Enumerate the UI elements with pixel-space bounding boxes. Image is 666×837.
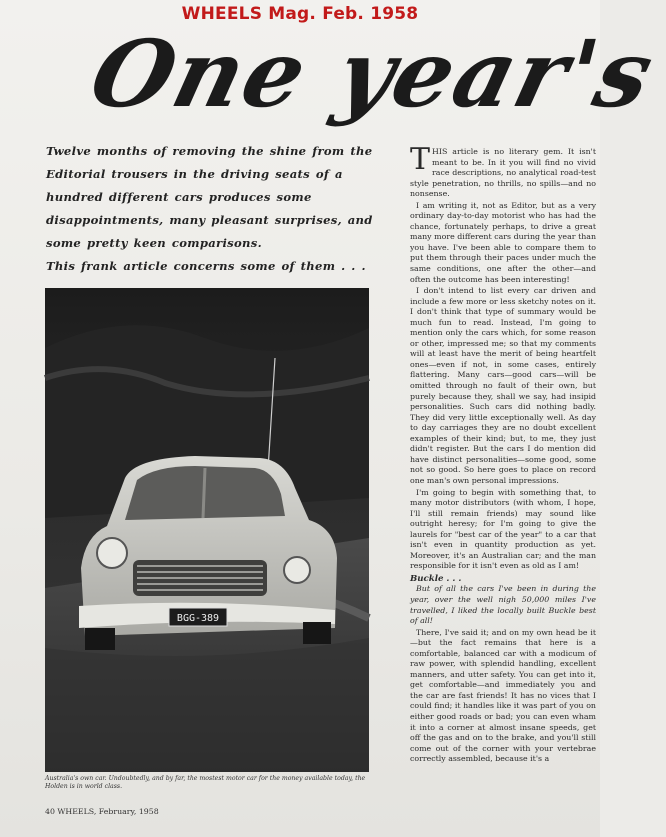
section-subhead: Buckle . . . — [410, 573, 462, 584]
intro-tagline: This frank article concerns some of them . . . — [46, 259, 366, 273]
intro-text: Twelve months of removing the shine from the Editorial trousers in the driving seats of a hundred different cars produces some disappointments, many pleasant surprises, and some pretty keen comparisons. — [46, 144, 373, 250]
holden-photo — [45, 288, 369, 772]
car-photograph — [45, 288, 369, 772]
photo-caption: Australia's own car. Undoubtedly, and by far, the mostest motor car for the money available today, the Holden is in world class. — [45, 775, 366, 791]
body-paragraph: THIS article is no literary gem. It isn't meant to be. In it you will find no vivid race descriptions, no analytical road-test style penetration, no thrills, no spills—and no nonsense. — [410, 142, 596, 199]
body-paragraph: I don't intend to list every car driven and include a few more or less sketchy notes on it. I don't think that type of summary would be much fun to read. Instead, I'm going to mention only the cars which, for some reason or other, impressed me; so that my comments will at least have the merit of being heartfelt ones—even if not, in some cases, entirely flattering. Many cars—good cars—will be omitted through no fault of their own, but purely because they, shall we say, had insipid personalities. Such cars did nothing badly. They did very little exceptionally well. As day to day carriages they are no doubt excellent examples of their kind; but, to me, they just didn't register. But the cars I do mention did have distinct personalities—some good, some not so good. So here goes to place on record one man's own personal impressions. — [410, 286, 596, 485]
body-column — [410, 142, 596, 835]
body-paragraph: I'm going to begin with something that, to many motor distributors (with whom, I hope, I'll still remain friends) may sound like outright heresy; for I'm going to give the laurels for "best car of the year" to a car that isn't even in quantity production as yet. Moreover, it's an Australian car; and the man responsible for it isn't even as old as I am! — [410, 487, 596, 571]
page-folio: 40 WHEELS, February, 1958 — [45, 807, 159, 816]
article-headline: One year's — [80, 20, 666, 128]
body-paragraph: But of all the cars I've been in during the year, over the well nigh 50,000 miles I've travelled, I liked the locally built Buckle best of all! — [410, 584, 596, 626]
intro-blurb — [46, 140, 382, 278]
licence-plate: BGG-389 — [176, 613, 220, 624]
body-paragraph: There, I've said it; and on my own head be it—but the fact remains that here is a comfortable, balanced car with a modicum of raw power, with splendid handling, excellent manners, and utter safety. You can get into it, get comfortable—and immediately you and the car are fast friends! It has no vices that I could find; it handles like it was part of you on either good roads or bad; you can even wham it into a corner at almost insane speeds, get off the gas and on to the brake, and you'll still come out of the corner with your vertebrae correctly assembled, because it's a — [410, 627, 596, 764]
source-tag: WHEELS Mag. Feb. 1958 — [181, 4, 419, 24]
body-paragraph: I am writing it, not as Editor, but as a very ordinary day-to-day motorist who has had the chance, fortunately perhaps, to drive a great many more different cars during the year than you have. I've been able to compare them to put them through their paces under much the same conditions, one after the other—and often the outcome has been interesting! — [410, 200, 596, 284]
